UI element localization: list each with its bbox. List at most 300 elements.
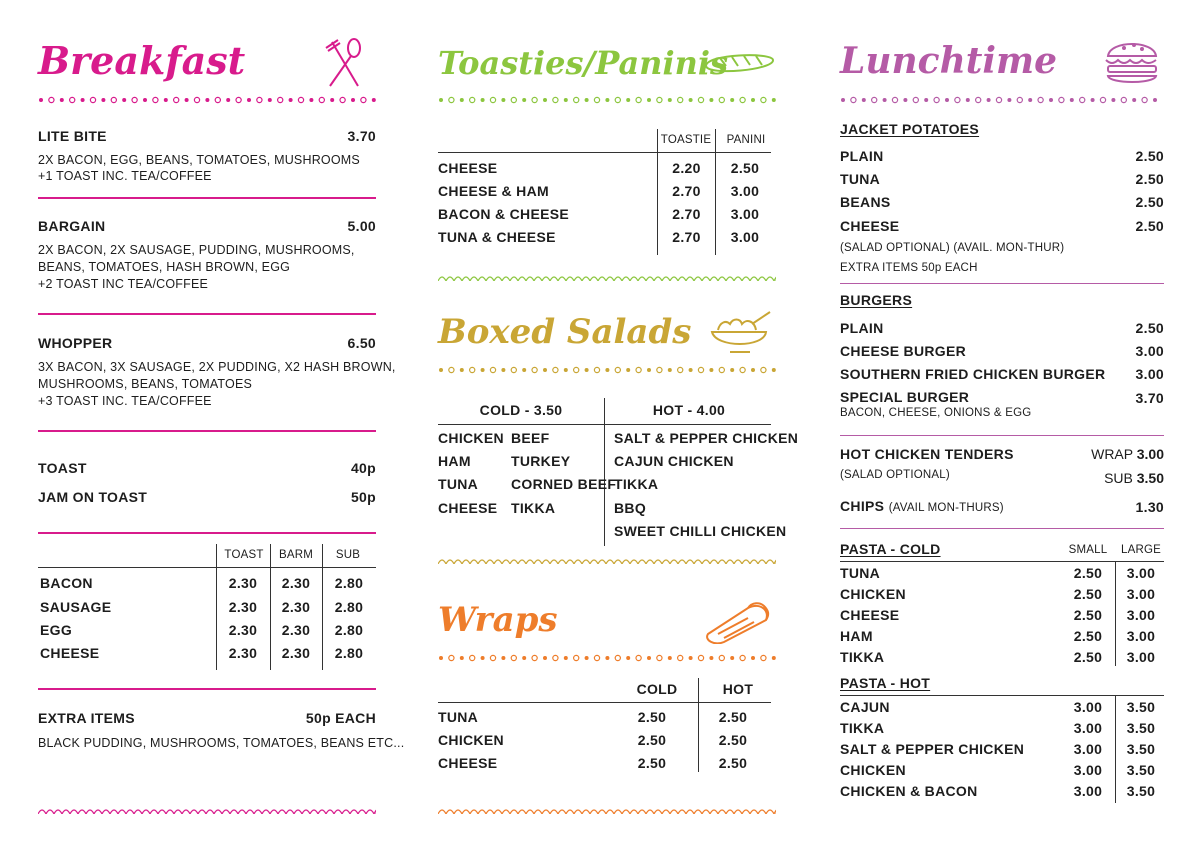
divider-dot <box>185 98 189 102</box>
scallop-line <box>438 277 776 281</box>
breakfast-title: Breakfast <box>38 38 246 83</box>
divider-dot <box>689 656 693 660</box>
salad-hot-item: SALT & PEPPER CHICKEN <box>614 430 799 446</box>
cell-value: 2.30 <box>228 575 258 591</box>
salads-scallop-border <box>438 556 776 564</box>
cell-value: 3.00 <box>1073 699 1103 715</box>
divider-dot <box>553 655 558 660</box>
menu-price: 2.50 <box>1135 218 1164 234</box>
divider-dot <box>689 368 693 372</box>
cell-value: 2.50 <box>718 732 748 748</box>
divider-dot <box>966 98 970 102</box>
divider-dot <box>1049 98 1053 102</box>
cell-value: 2.70 <box>672 206 701 222</box>
divider-dot <box>585 368 589 372</box>
divider-dot <box>698 97 703 102</box>
divider-dot <box>90 97 95 102</box>
menu-price: 2.50 <box>1135 320 1164 336</box>
table-rule <box>38 567 376 568</box>
divider-dot <box>439 368 443 372</box>
desc-whopper-1: 3X BACON, 3X SAUSAGE, 2X PUDDING, X2 HASH BROWN, <box>38 360 396 374</box>
divider-dot <box>319 97 324 102</box>
divider-dot <box>511 655 516 660</box>
table-column-rule <box>604 398 605 546</box>
divider-dot <box>1100 97 1105 102</box>
toasties-scallop-border <box>438 273 776 281</box>
salad-cold-item: TURKEY <box>511 453 571 469</box>
price-whopper: 6.50 <box>347 335 376 351</box>
cell-value: 3.50 <box>1126 762 1156 778</box>
cell-value: 2.50 <box>637 732 667 748</box>
divider-dot <box>636 97 641 102</box>
divider-dot <box>1038 97 1043 102</box>
divider-dot <box>553 97 558 102</box>
burger-icon <box>1102 36 1162 86</box>
divider-dot <box>698 367 703 372</box>
divider-dot <box>1091 98 1095 102</box>
divider-dot <box>481 368 485 372</box>
breakfast-scallop-border <box>38 806 376 814</box>
wrap-price: 3.00 <box>1136 446 1164 462</box>
divider-dot <box>585 98 589 102</box>
divider-dot <box>668 656 672 660</box>
cell-value: 2.30 <box>228 645 258 661</box>
divider-dot <box>111 97 116 102</box>
row-label: CHEESE & HAM <box>438 183 549 199</box>
divider-dot <box>490 655 495 660</box>
cell-value: 3.50 <box>1126 783 1156 799</box>
divider-dot <box>574 655 579 660</box>
divider-dot <box>924 98 928 102</box>
divider-dot <box>1121 97 1126 102</box>
divider-dot <box>862 98 866 102</box>
menu-price: 2.50 <box>1135 171 1164 187</box>
divider <box>840 283 1164 284</box>
cutlery-icon <box>318 36 374 92</box>
divider-dot <box>574 367 579 372</box>
divider-dot <box>361 97 366 102</box>
col-header-panini: PANINI <box>726 134 766 146</box>
divider-dot <box>872 97 877 102</box>
divider-dot <box>532 367 537 372</box>
col-header-toastie: TOASTIE <box>660 134 712 146</box>
divider-dot <box>772 368 776 372</box>
divider-dot <box>449 97 454 102</box>
row-label: CHICKEN <box>840 762 906 778</box>
divider-dot <box>470 655 475 660</box>
pasta-cold-heading: PASTA - COLD <box>840 541 941 557</box>
menu-item: PLAIN <box>840 320 884 336</box>
scallop-line <box>438 560 776 564</box>
cell-value: 2.20 <box>672 160 701 176</box>
divider-dot <box>751 98 755 102</box>
menu-price: 2.50 <box>1135 148 1164 164</box>
item-chips: CHIPS <box>840 498 885 514</box>
divider-dot <box>439 656 443 660</box>
menu-price: 3.00 <box>1135 343 1164 359</box>
divider-dot <box>594 97 599 102</box>
row-label: TUNA & CHEESE <box>438 229 556 245</box>
divider-dot <box>605 368 609 372</box>
desc-bargain-3: +2 TOAST INC TEA/COFFEE <box>38 277 209 291</box>
item-jam-on-toast: JAM ON TOAST <box>38 489 148 505</box>
price-extra-items: 50p EACH <box>305 710 376 726</box>
divider-dot <box>657 655 662 660</box>
divider-dot <box>268 98 272 102</box>
salad-hot-item: TIKKA <box>614 476 659 492</box>
divider <box>38 430 376 432</box>
divider-dot <box>439 98 443 102</box>
cell-value: 3.00 <box>1126 586 1156 602</box>
divider-dot <box>309 98 313 102</box>
item-whopper: WHOPPER <box>38 335 113 351</box>
divider-dot <box>522 368 526 372</box>
divider-dot <box>719 655 724 660</box>
divider-dot <box>605 98 609 102</box>
divider <box>38 688 376 690</box>
divider-dot <box>522 98 526 102</box>
divider-dot <box>101 98 105 102</box>
cell-value: 2.50 <box>1073 607 1103 623</box>
divider-dot <box>594 655 599 660</box>
item-bargain: BARGAIN <box>38 218 106 234</box>
cell-value: 2.80 <box>334 599 364 615</box>
col-header-toast: TOAST <box>224 549 264 561</box>
divider-dot <box>501 656 505 660</box>
divider-dot <box>678 655 683 660</box>
salad-cold-item: HAM <box>438 453 471 469</box>
table-rule <box>438 152 771 153</box>
divider-dot <box>709 98 713 102</box>
desc-bargain-2: BEANS, TOMATOES, HASH BROWN, EGG <box>38 260 291 274</box>
row-label: CAJUN <box>840 699 890 715</box>
cell-value: 3.00 <box>1073 762 1103 778</box>
divider-dot <box>636 655 641 660</box>
item-lite-bite: LITE BITE <box>38 128 107 144</box>
divider-dot <box>730 368 734 372</box>
col-header-cold: COLD <box>636 681 678 697</box>
cell-value: 2.30 <box>281 645 311 661</box>
row-label: BACON & CHEESE <box>438 206 569 222</box>
scallop-line <box>38 810 376 814</box>
divider-dot <box>647 368 651 372</box>
pasta-hot-heading: PASTA - HOT <box>840 675 931 691</box>
row-label: TIKKA <box>840 649 885 665</box>
salad-cold-item: CHICKEN <box>438 430 504 446</box>
menu-item: TUNA <box>840 171 881 187</box>
divider-dot <box>751 368 755 372</box>
divider-dot <box>1070 98 1074 102</box>
divider-dot <box>49 97 54 102</box>
cell-value: 2.50 <box>637 755 667 771</box>
desc-bargain-1: 2X BACON, 2X SAUSAGE, PUDDING, MUSHROOMS, <box>38 243 355 257</box>
salad-cold-item: TUNA <box>438 476 479 492</box>
divider-dot <box>298 97 303 102</box>
row-label: CHEESE <box>438 755 498 771</box>
row-label: TUNA <box>840 565 881 581</box>
divider-dot <box>626 368 630 372</box>
salad-cold-item: CORNED BEEF <box>511 476 617 492</box>
cell-value: 3.00 <box>1126 565 1156 581</box>
divider-dot <box>226 98 230 102</box>
menu-price: 3.70 <box>1135 390 1164 406</box>
divider-dot <box>1028 98 1032 102</box>
divider-dot <box>490 97 495 102</box>
table-rule <box>438 702 771 703</box>
divider-dot <box>719 97 724 102</box>
cell-value: 2.30 <box>281 599 311 615</box>
menu-item: SOUTHERN FRIED CHICKEN BURGER <box>840 366 1106 382</box>
cell-value: 3.50 <box>1126 720 1156 736</box>
divider-dot <box>278 97 283 102</box>
divider-dot <box>574 97 579 102</box>
divider-dot <box>585 656 589 660</box>
wrap-icon <box>704 600 774 644</box>
sub-price: 3.50 <box>1136 470 1164 486</box>
divider-dot <box>1007 98 1011 102</box>
breakfast-dots-divider <box>38 96 376 104</box>
divider-dot <box>996 97 1001 102</box>
row-label: CHEESE <box>438 160 498 176</box>
desc-lite-bite-2: +1 TOAST INC. TEA/COFFEE <box>38 169 212 183</box>
divider-dot <box>657 97 662 102</box>
divider-dot <box>689 98 693 102</box>
divider-dot <box>372 98 376 102</box>
salads-hot-header: HOT - 4.00 <box>652 402 726 418</box>
row-label: CHEESE <box>40 645 100 661</box>
divider-dot <box>460 368 464 372</box>
divider-dot <box>615 97 620 102</box>
table-column-rule <box>1115 695 1116 803</box>
divider-dot <box>340 97 345 102</box>
cell-value: 3.50 <box>1126 699 1156 715</box>
cell-value: 3.00 <box>1073 783 1103 799</box>
divider-dot <box>522 656 526 660</box>
divider-dot <box>772 656 776 660</box>
table-column-rule <box>698 678 699 772</box>
cell-value: 2.50 <box>1073 628 1103 644</box>
divider-dot <box>143 98 147 102</box>
divider-dot <box>490 367 495 372</box>
menu-item: PLAIN <box>840 148 884 164</box>
table-column-rule <box>1115 561 1116 666</box>
row-label: SAUSAGE <box>40 599 112 615</box>
menu-item: BEANS <box>840 194 891 210</box>
cell-value: 3.50 <box>1126 741 1156 757</box>
divider-dot <box>205 98 209 102</box>
cell-value: 2.70 <box>672 229 701 245</box>
divider-dot <box>460 656 464 660</box>
salads-title: Boxed Salads <box>438 312 692 352</box>
cell-value: 2.30 <box>281 622 311 638</box>
divider-dot <box>511 367 516 372</box>
menu-item: CHEESE BURGER <box>840 343 967 359</box>
cell-value: 3.00 <box>1126 649 1156 665</box>
row-label: TIKKA <box>840 720 885 736</box>
item-toast: TOAST <box>38 460 87 476</box>
salad-cold-item: TIKKA <box>511 500 556 516</box>
baguette-icon <box>702 48 776 76</box>
cell-value: 3.00 <box>1126 607 1156 623</box>
divider-dot <box>60 98 64 102</box>
divider-dot <box>678 367 683 372</box>
divider-dot <box>449 367 454 372</box>
divider-dot <box>615 367 620 372</box>
divider-dot <box>934 97 939 102</box>
divider-dot <box>236 97 241 102</box>
desc-whopper-3: +3 TOAST INC. TEA/COFFEE <box>38 394 212 408</box>
divider <box>38 197 376 199</box>
divider <box>840 528 1164 529</box>
wrap-label: WRAP <box>1091 446 1133 462</box>
divider-dot <box>215 97 220 102</box>
divider-dot <box>740 367 745 372</box>
col-header-sub: SUB <box>335 549 361 561</box>
divider-dot <box>247 98 251 102</box>
divider-dot <box>636 367 641 372</box>
divider-dot <box>892 97 897 102</box>
divider-dot <box>70 97 75 102</box>
divider-dot <box>564 368 568 372</box>
row-label: TUNA <box>438 709 479 725</box>
menu-price: 3.00 <box>1135 366 1164 382</box>
row-label: BACON <box>40 575 93 591</box>
divider-dot <box>772 98 776 102</box>
divider-dot <box>564 656 568 660</box>
divider-dot <box>647 656 651 660</box>
cell-value: 2.30 <box>228 622 258 638</box>
col-header-hot: HOT <box>722 681 754 697</box>
divider-dot <box>481 656 485 660</box>
divider-dot <box>511 97 516 102</box>
divider-dot <box>330 98 334 102</box>
tenders-note: (SALAD OPTIONAL) <box>840 469 950 481</box>
divider-dot <box>501 368 505 372</box>
price-lite-bite: 3.70 <box>347 128 376 144</box>
special-burger-note: BACON, CHEESE, ONIONS & EGG <box>840 407 1032 419</box>
divider-dot <box>605 656 609 660</box>
divider-dot <box>543 368 547 372</box>
divider-dot <box>719 367 724 372</box>
divider <box>38 313 376 315</box>
divider-dot <box>122 98 126 102</box>
divider-dot <box>626 98 630 102</box>
cell-value: 2.50 <box>718 709 748 725</box>
divider-dot <box>153 97 158 102</box>
row-label: SALT & PEPPER CHICKEN <box>840 741 1025 757</box>
divider-dot <box>730 656 734 660</box>
divider-dot <box>594 367 599 372</box>
divider-dot <box>164 98 168 102</box>
divider <box>38 532 376 534</box>
tenders-sub-price <box>1104 470 1164 486</box>
divider-dot <box>257 97 262 102</box>
divider-dot <box>851 97 856 102</box>
divider-dot <box>1153 98 1157 102</box>
divider-dot <box>740 97 745 102</box>
divider-dot <box>1080 97 1085 102</box>
cell-value: 2.50 <box>1073 565 1103 581</box>
col-header-large: LARGE <box>1121 544 1161 556</box>
divider-dot <box>903 98 907 102</box>
divider-dot <box>532 655 537 660</box>
divider-dot <box>81 98 85 102</box>
chips-row <box>840 498 1004 516</box>
price-bargain: 5.00 <box>347 218 376 234</box>
desc-whopper-2: MUSHROOMS, BEANS, TOMATOES <box>38 377 253 391</box>
row-label: CHEESE <box>840 607 900 623</box>
lunchtime-dots-divider <box>840 96 1164 104</box>
item-extra-items: EXTRA ITEMS <box>38 710 135 726</box>
divider-dot <box>945 98 949 102</box>
toasties-title: Toasties/Paninis <box>438 44 729 82</box>
row-label: CHICKEN <box>840 586 906 602</box>
row-label: CHICKEN <box>438 732 504 748</box>
salads-dots-divider <box>438 366 776 374</box>
divider-dot <box>460 98 464 102</box>
cell-value: 3.00 <box>730 229 760 245</box>
divider-dot <box>553 367 558 372</box>
divider-dot <box>761 655 766 660</box>
salads-cold-header: COLD - 3.50 <box>479 402 563 418</box>
divider-dot <box>1059 97 1064 102</box>
cell-value: 2.30 <box>281 575 311 591</box>
divider-dot <box>132 97 137 102</box>
toasties-dots-divider <box>438 96 776 104</box>
price-jam-on-toast: 50p <box>350 489 376 505</box>
salad-hot-item: CAJUN CHICKEN <box>614 453 734 469</box>
divider-dot <box>668 368 672 372</box>
divider-dot <box>647 98 651 102</box>
cell-value: 2.70 <box>672 183 701 199</box>
divider-dot <box>470 97 475 102</box>
divider-dot <box>449 655 454 660</box>
divider-dot <box>709 368 713 372</box>
row-label: HAM <box>840 628 873 644</box>
row-label: EGG <box>40 622 73 638</box>
cell-value: 2.50 <box>1073 649 1103 665</box>
divider-dot <box>626 656 630 660</box>
wraps-title: Wraps <box>438 600 558 640</box>
desc-lite-bite-1: 2X BACON, EGG, BEANS, TOMATOES, MUSHROOMS <box>38 153 360 167</box>
cell-value: 3.00 <box>1126 628 1156 644</box>
jacket-note-1: (SALAD OPTIONAL) (AVAIL. MON-THUR) <box>840 242 1065 254</box>
divider-dot <box>194 97 199 102</box>
jacket-note-2: EXTRA ITEMS 50p EACH <box>840 262 978 274</box>
jacket-potatoes-heading: JACKET POTATOES <box>840 121 980 137</box>
divider-dot <box>976 97 981 102</box>
cell-value: 2.30 <box>228 599 258 615</box>
salad-cold-item: BEEF <box>511 430 550 446</box>
divider-dot <box>1132 98 1136 102</box>
divider <box>840 435 1164 436</box>
cell-value: 2.50 <box>637 709 667 725</box>
divider-dot <box>761 97 766 102</box>
price-chips: 1.30 <box>1135 499 1164 515</box>
col-header-barm: BARM <box>278 549 314 561</box>
cell-value: 2.50 <box>730 160 760 176</box>
desc-extra-items: BLACK PUDDING, MUSHROOMS, TOMATOES, BEANS ETC... <box>38 736 405 750</box>
divider-dot <box>615 655 620 660</box>
divider-dot <box>955 97 960 102</box>
divider-dot <box>987 98 991 102</box>
burgers-heading: BURGERS <box>840 292 913 308</box>
divider-dot <box>740 655 745 660</box>
cell-value: 3.00 <box>1073 741 1103 757</box>
divider-dot <box>481 98 485 102</box>
price-toast: 40p <box>350 460 376 476</box>
tenders-wrap-price <box>1091 446 1164 462</box>
